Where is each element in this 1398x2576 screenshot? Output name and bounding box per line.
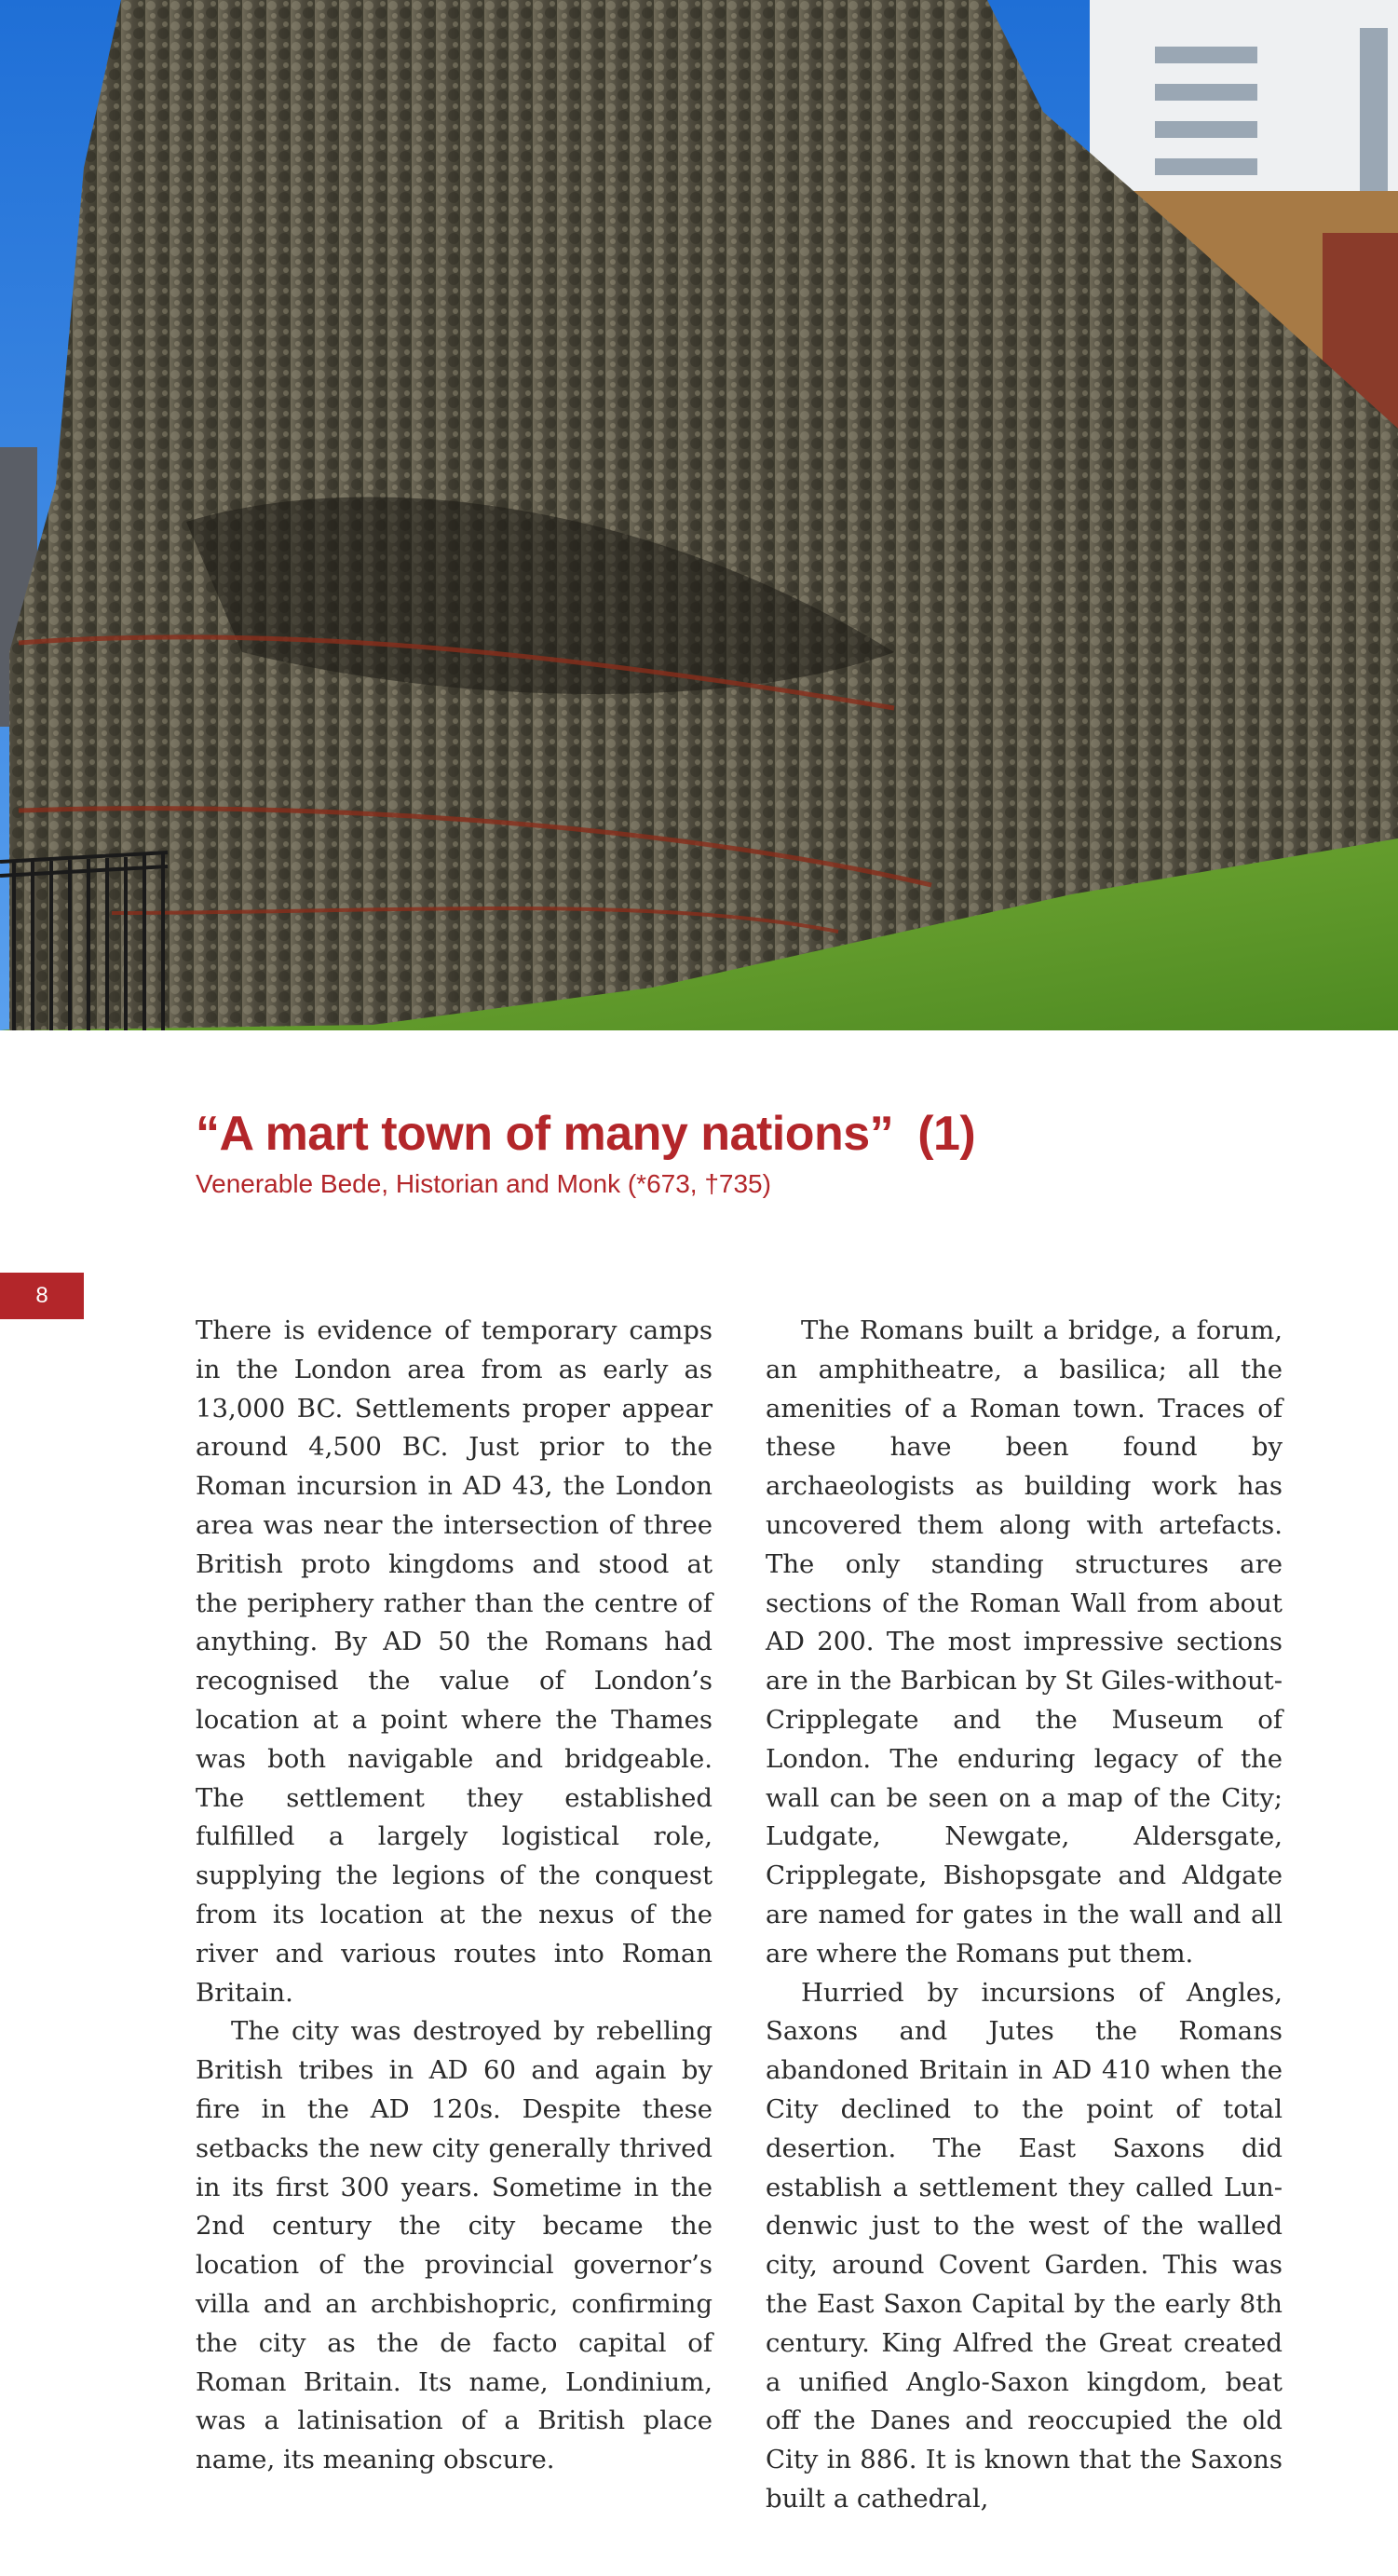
title-number: (1) <box>917 1107 976 1161</box>
paragraph: The city was destroyed by rebelling British tribes in AD 60 and again by fire in the AD 120s. Despite these setbacks the new city generally thrived in its first 300 years. Sometime in the 2nd century the city became the location of the provincial governor’s villa and an archbishopric, confirming the city as the de facto capital of Roman Britain. Its name, Londinium, was a latinisation of a British place name, its meaning obscure. <box>196 2016 713 2475</box>
left-text-column <box>196 1312 713 2480</box>
title-text: “A mart town of many nations” <box>196 1107 894 1161</box>
roman-wall-photo-svg <box>0 0 1398 1030</box>
paragraph: Hurried by incursions of Angles, Saxons and Jutes the Romans abandoned Britain in AD 410 when the City declined to the point of total desertion. The East Saxons did establish a settlement they called Lundenwic just to the west of the walled city, around Covent Garden. This was the East Saxon Capital by the early 8th century. King Alfred the Great created a unified Anglo-Saxon kingdom, beat off the Danes and reoccupied the old City in 886. It is known that the Saxons built a cathedral, <box>766 1977 1283 2514</box>
heading-block <box>196 1104 1220 1203</box>
attribution-subtitle: Venerable Bede, Historian and Monk (*673, †735) <box>196 1169 771 1198</box>
paragraph: The Romans built a bridge, a forum, an amphitheatre, a basilica; all the amenities of a Roman town. Traces of these have been found by archaeologists as building work has uncovered them along with artefacts. The only standing structures are sections of the Roman Wall from about AD 200. The most impressive sections are in the Barbican by St Giles-without-Cripplegate and the Museum of London. The enduring legacy of the wall can be seen on a map of the City; Ludgate, Newgate, Aldersgate, Cripplegate, Bishopsgate and Aldgate are named for gates in the wall and all are where the Romans put them. <box>766 1315 1283 1969</box>
page-number-tab: 8 <box>0 1273 84 1319</box>
right-text-column <box>766 1312 1283 2519</box>
paragraph: There is evidence of temporary camps in the London area from as early as 13,000 BC. Settlements proper appear around 4,500 BC. Just prior to the Roman incursion in AD 43, the London area was near the intersection of three British proto kingdoms and stood at the periphery rather than the centre of anything. By AD 50 the Romans had recognised the value of London’s location at a point where the Thames was both navigable and bridgeable. The settlement they established fulfilled a largely logistical role, supplying the legions of the conquest from its location at the nexus of the river and various routes into Roman Britain. <box>196 1315 713 2008</box>
roman-wall-photo <box>0 0 1398 1030</box>
page-title <box>196 1104 1220 1164</box>
